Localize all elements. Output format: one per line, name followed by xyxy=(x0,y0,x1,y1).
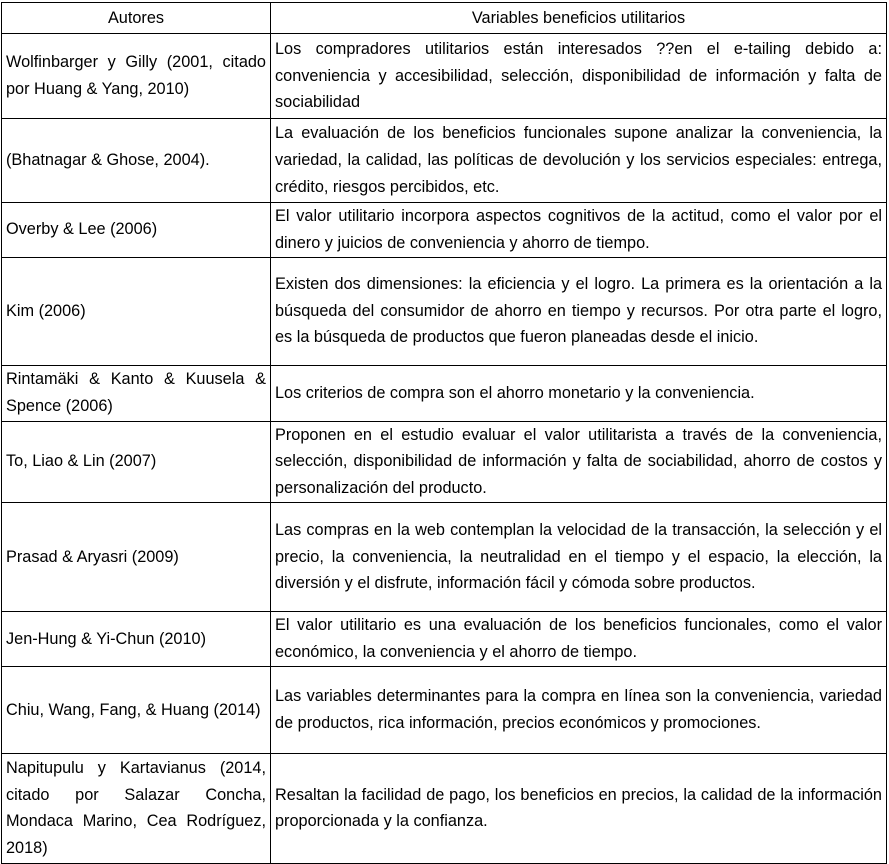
table-row xyxy=(2,611,887,666)
author-cell: Overby & Lee (2006) xyxy=(2,203,271,258)
author-cell: Rintamäki & Kanto & Kuusela & Spence (2006) xyxy=(2,365,271,421)
header-authors: Autores xyxy=(2,3,271,34)
author-cell: Kim (2006) xyxy=(2,257,271,365)
table-row xyxy=(2,753,887,863)
header-row xyxy=(2,3,887,34)
author-cell: Prasad & Aryasri (2009) xyxy=(2,502,271,611)
references-table xyxy=(1,2,887,864)
author-cell: Wolfinbarger y Gilly (2001, citado por Huang & Yang, 2010) xyxy=(2,34,271,119)
table-row xyxy=(2,421,887,502)
author-cell: Chiu, Wang, Fang, & Huang (2014) xyxy=(2,666,271,753)
description-cell: Los criterios de compra son el ahorro monetario y la conveniencia. xyxy=(271,365,887,421)
table-row xyxy=(2,502,887,611)
description-cell: El valor utilitario es una evaluación de los beneficios funcionales, como el valor económico, la conveniencia y el ahorro de tiempo. xyxy=(271,611,887,666)
table-row xyxy=(2,203,887,258)
author-cell: (Bhatnagar & Ghose, 2004). xyxy=(2,119,271,203)
author-cell: To, Liao & Lin (2007) xyxy=(2,421,271,502)
description-cell: La evaluación de los beneficios funcionales supone analizar la conveniencia, la variedad, la calidad, las políticas de devolución y los servicios especiales: entrega, crédito, riesgos percibidos, etc. xyxy=(271,119,887,203)
description-cell: Las compras en la web contemplan la velocidad de la transacción, la selección y el precio, la conveniencia, la neutralidad en el tiempo y el espacio, la elección, la diversión y el disfrute, información fácil y cómoda sobre productos. xyxy=(271,502,887,611)
author-cell: Napitupulu y Kartavianus (2014, citado por Salazar Concha, Mondaca Marino, Cea Rodríguez, 2018) xyxy=(2,753,271,863)
description-cell: Los compradores utilitarios están interesados ??en el e-tailing debido a: conveniencia y accesibilidad, selección, disponibilidad de información y falta de sociabilidad xyxy=(271,34,887,119)
table-row xyxy=(2,34,887,119)
table-row xyxy=(2,365,887,421)
table-row xyxy=(2,119,887,203)
author-cell: Jen-Hung & Yi-Chun (2010) xyxy=(2,611,271,666)
description-cell: El valor utilitario incorpora aspectos cognitivos de la actitud, como el valor por el dinero y juicios de conveniencia y ahorro de tiempo. xyxy=(271,203,887,258)
table-row xyxy=(2,257,887,365)
header-variables: Variables beneficios utilitarios xyxy=(271,3,887,34)
description-cell: Resaltan la facilidad de pago, los beneficios en precios, la calidad de la información proporcionada y la confianza. xyxy=(271,753,887,863)
description-cell: Las variables determinantes para la compra en línea son la conveniencia, variedad de productos, rica información, precios económicos y promociones. xyxy=(271,666,887,753)
table-row xyxy=(2,666,887,753)
description-cell: Existen dos dimensiones: la eficiencia y el logro. La primera es la orientación a la búsqueda del consumidor de ahorro en tiempo y recursos. Por otra parte el logro, es la búsqueda de productos que fueron planeadas desde el inicio. xyxy=(271,257,887,365)
description-cell: Proponen en el estudio evaluar el valor utilitarista a través de la conveniencia, selección, disponibilidad de información y falta de sociabilidad, ahorro de costos y personalización del producto. xyxy=(271,421,887,502)
